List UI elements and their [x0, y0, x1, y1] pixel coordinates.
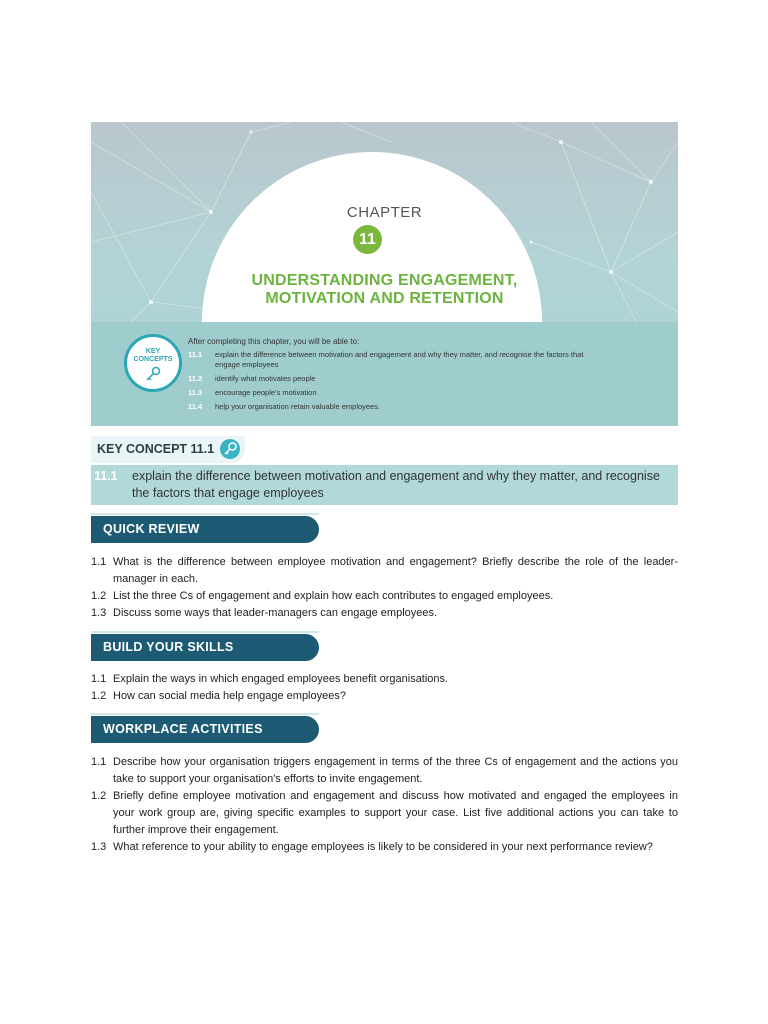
key-concepts-badge	[124, 334, 182, 392]
item-number: 1.2	[91, 790, 107, 802]
item-number: 1.3	[91, 841, 107, 853]
item-number: 1.3	[91, 607, 107, 619]
key-concept-text: explain the difference between motivation and engagement and why they matter, and recognise the factors that engage employees	[132, 469, 660, 500]
quick-review-label: QUICK REVIEW	[103, 522, 200, 536]
key-icon	[220, 439, 240, 459]
list-item	[91, 671, 678, 688]
quick-review-list	[91, 554, 678, 622]
item-number: 1.1	[91, 673, 107, 685]
list-item	[91, 554, 678, 588]
objective-item	[188, 402, 608, 412]
objective-item	[188, 350, 608, 370]
item-text: How can social media help engage employees?	[113, 690, 346, 702]
learning-objectives-panel	[91, 322, 678, 426]
chapter-label: CHAPTER	[346, 204, 423, 221]
list-item	[91, 688, 678, 705]
item-text: List the three Cs of engagement and explain how each contributes to engaged employees.	[113, 590, 554, 602]
workplace-activities-header	[91, 716, 319, 743]
chapter-title	[91, 272, 678, 308]
objective-text: encourage people's motivation	[215, 388, 317, 397]
item-number: 1.1	[91, 556, 107, 568]
objective-number: 11.4	[188, 402, 203, 411]
list-item	[91, 754, 678, 788]
key-concept-label: KEY CONCEPT 11.1	[97, 442, 215, 456]
badge-line2: CONCEPTS	[133, 356, 173, 363]
badge-line1: KEY	[145, 348, 161, 355]
objective-text: explain the difference between motivation and engagement and why they matter, and recognise the factors that engage employees	[215, 350, 584, 369]
key-concept-number: 11.1	[94, 469, 118, 483]
item-number: 1.2	[91, 590, 107, 602]
workplace-activities-label: WORKPLACE ACTIVITIES	[103, 722, 263, 736]
list-item	[91, 839, 678, 856]
chapter-title-line2: MOTIVATION AND RETENTION	[265, 290, 504, 307]
objective-item	[188, 374, 608, 384]
objectives-list	[188, 350, 608, 416]
objective-text: help your organisation retain valuable employees.	[215, 402, 381, 411]
item-number: 1.2	[91, 690, 107, 702]
objective-text: identify what motivates people	[215, 374, 316, 383]
list-item	[91, 788, 678, 839]
list-item	[91, 605, 678, 622]
objective-number: 11.2	[188, 374, 203, 383]
list-item	[91, 588, 678, 605]
item-number: 1.1	[91, 756, 107, 768]
build-skills-label: BUILD YOUR SKILLS	[103, 640, 234, 654]
objective-number: 11.1	[188, 350, 203, 359]
key-concept-header	[91, 436, 245, 463]
item-text: What is the difference between employee motivation and engagement? Briefly describe the role of the leader-manager in each.	[113, 556, 678, 585]
build-skills-list	[91, 671, 678, 705]
key-concept-band	[91, 465, 678, 505]
workplace-activities-list	[91, 754, 678, 856]
objective-item	[188, 388, 608, 398]
quick-review-header	[91, 516, 319, 543]
key-icon	[145, 366, 161, 382]
item-text: Briefly define employee motivation and engagement and discuss how motivated and engaged the employees in your work group are, giving specific examples to support your case. List five additional actions you can take to further improve their engagement.	[113, 790, 678, 836]
chapter-title-line1: UNDERSTANDING ENGAGEMENT,	[251, 272, 518, 289]
chapter-number-badge: 11	[353, 225, 382, 254]
objectives-intro: After completing this chapter, you will be able to:	[188, 337, 360, 346]
item-text: Discuss some ways that leader-managers can engage employees.	[113, 607, 438, 619]
build-skills-header	[91, 634, 319, 661]
objective-number: 11.3	[188, 388, 203, 397]
chapter-banner	[91, 122, 678, 426]
item-text: Describe how your organisation triggers engagement in terms of the three Cs of engagement and the actions you take to support your organisation's efforts to invite engagement.	[113, 756, 678, 785]
item-text: What reference to your ability to engage employees is likely to be considered in your next performance review?	[113, 841, 653, 853]
item-text: Explain the ways in which engaged employees benefit organisations.	[113, 673, 449, 685]
